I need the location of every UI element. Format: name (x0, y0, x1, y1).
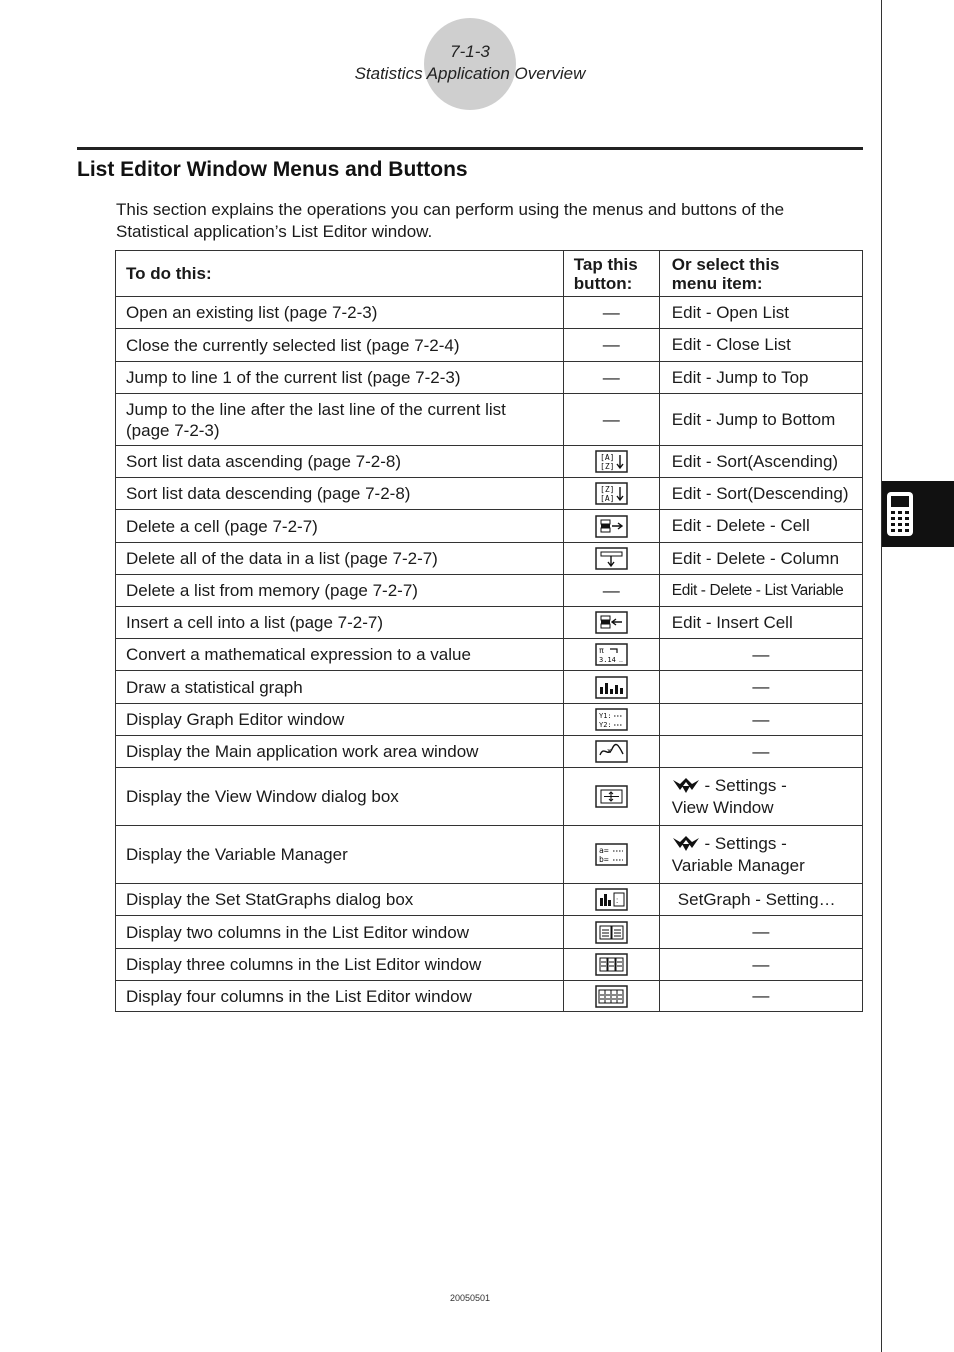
menu-path-cont: View Window (671, 797, 774, 817)
menu-item: — (752, 709, 770, 729)
svg-text:[Z]: [Z] (599, 485, 615, 494)
main-app-icon[interactable] (595, 740, 628, 763)
table-row (116, 394, 863, 446)
page-number: 7-1-3 (450, 42, 490, 61)
table-row (116, 916, 863, 949)
action-text: Draw a statistical graph (126, 677, 303, 697)
three-columns-icon[interactable] (595, 953, 628, 976)
action-text: Jump to the line after the last line of the current list (page 7-2-3) (126, 399, 506, 440)
svg-text:b=: b= (598, 855, 609, 864)
action-text: Display three columns in the List Editor window (126, 955, 482, 974)
menu-path: - Settings - (704, 775, 787, 795)
chapter-tab (882, 481, 954, 547)
action-text: Delete all of the data in a list (page 7-2-7) (126, 549, 438, 568)
menu-item: SetGraph - Setting… (677, 889, 836, 909)
action-text: Display two columns in the List Editor window (126, 922, 469, 942)
menu-path-cont: Variable Manager (671, 855, 805, 875)
action-text: Display four columns in the List Editor window (126, 986, 472, 1006)
two-columns-icon[interactable] (595, 921, 628, 944)
no-button: — (602, 335, 620, 354)
table-row (116, 543, 863, 575)
action-text: Sort list data descending (page 7-2-8) (126, 484, 411, 503)
action-text: Sort list data ascending (page 7-2-8) (126, 452, 401, 471)
delete-cell-icon[interactable] (595, 515, 628, 538)
table-row (116, 671, 863, 704)
svg-text::: : (615, 896, 619, 905)
footer-code: 20050501 (449, 1293, 491, 1303)
menu-path: - Settings - (704, 833, 787, 853)
table-row (116, 297, 863, 329)
menu-item: Edit - Jump to Top (671, 367, 809, 387)
sort-descending-icon[interactable] (595, 482, 628, 505)
action-text: Convert a mathematical expression to a value (126, 645, 471, 664)
no-button: — (602, 302, 620, 322)
table-row (116, 362, 863, 394)
svg-text:x: x (606, 747, 611, 755)
menu-item: Edit - Open List (671, 302, 789, 322)
menu-item: — (752, 644, 770, 664)
menu-item: — (752, 954, 770, 974)
table-row (116, 884, 863, 916)
table-row (116, 981, 863, 1012)
header-button: Tap this button: (563, 251, 659, 297)
menu-item: — (752, 922, 770, 941)
intro-paragraph: This section explains the operations you can perform using the menus and buttons of the Statistical application’s List Editor window. (116, 200, 785, 241)
view-window-icon[interactable] (595, 785, 628, 808)
table-row (116, 704, 863, 736)
action-text: Display the Set StatGraphs dialog box (126, 890, 414, 909)
menu-item: Edit - Delete - List Variable (671, 581, 844, 599)
action-text: Delete a cell (page 7-2-7) (126, 516, 318, 536)
menu-item: Edit - Delete - Cell (671, 516, 810, 535)
delete-column-icon[interactable] (595, 547, 628, 570)
header-menu: Or select this menu item: (659, 251, 862, 297)
action-text: Display the Main application work area window (126, 742, 479, 761)
page-edge-line (881, 0, 882, 1352)
set-statgraphs-icon[interactable] (595, 888, 628, 911)
menu-icon (672, 836, 700, 852)
menu-item: Edit - Close List (671, 335, 791, 354)
svg-text:[Z]: [Z] (599, 462, 615, 471)
table-row (116, 510, 863, 543)
no-button: — (602, 580, 620, 600)
page-title: List Editor Window Menus and Buttons (77, 158, 468, 181)
menu-item: Edit - Jump to Bottom (671, 409, 836, 429)
action-text: Open an existing list (page 7-2-3) (126, 303, 378, 322)
svg-text:3.14: 3.14 (598, 656, 616, 664)
table-row (116, 768, 863, 826)
title-rule (77, 147, 863, 150)
table-row (116, 575, 863, 607)
graph-editor-icon[interactable] (595, 708, 628, 731)
action-text: Display the Variable Manager (126, 845, 348, 864)
four-columns-icon[interactable] (595, 985, 628, 1008)
insert-cell-icon[interactable] (595, 611, 628, 634)
menu-buttons-table (115, 250, 863, 1012)
menu-item: Edit - Sort(Ascending) (671, 451, 839, 471)
action-text: Jump to line 1 of the current list (page 7-2-3) (126, 368, 461, 387)
table-row (116, 607, 863, 639)
menu-icon (672, 778, 700, 794)
table-row (116, 639, 863, 671)
table-row (116, 329, 863, 362)
menu-item: — (752, 677, 770, 696)
sort-ascending-icon[interactable] (595, 450, 628, 473)
action-text: Insert a cell into a list (page 7-2-7) (126, 613, 384, 632)
action-text: Delete a list from memory (page 7-2-7) (126, 581, 418, 600)
header-action: To do this: (116, 251, 564, 297)
svg-text:Y1:: Y1: (598, 712, 612, 720)
convert-value-icon[interactable] (595, 643, 628, 666)
svg-text:Y2:: Y2: (598, 721, 612, 729)
table-row (116, 949, 863, 981)
calculator-icon (886, 491, 914, 537)
table-row (116, 446, 863, 478)
action-text: Display the View Window dialog box (126, 787, 399, 806)
no-button: — (602, 367, 620, 387)
menu-item: Edit - Insert Cell (671, 612, 793, 632)
svg-text:a=: a= (598, 846, 609, 855)
menu-item: — (752, 986, 770, 1005)
menu-item: Edit - Sort(Descending) (671, 483, 849, 503)
no-button: — (602, 409, 620, 429)
menu-item: Edit - Delete - Column (671, 548, 840, 568)
variable-manager-icon[interactable] (595, 843, 628, 866)
action-text: Display Graph Editor window (126, 710, 345, 729)
svg-text:[A]: [A] (599, 494, 615, 503)
table-row (116, 826, 863, 884)
table-row (116, 478, 863, 510)
svg-text:π: π (598, 646, 604, 655)
menu-item: — (752, 741, 770, 761)
stat-graph-icon[interactable] (595, 676, 628, 699)
section-title: Statistics Application Overview (354, 64, 586, 83)
table-row (116, 736, 863, 768)
svg-text:..: .. (618, 657, 623, 664)
action-text: Close the currently selected list (page 7-2-4) (126, 335, 460, 355)
table-header-row (116, 251, 863, 297)
svg-text:[A]: [A] (599, 453, 615, 462)
